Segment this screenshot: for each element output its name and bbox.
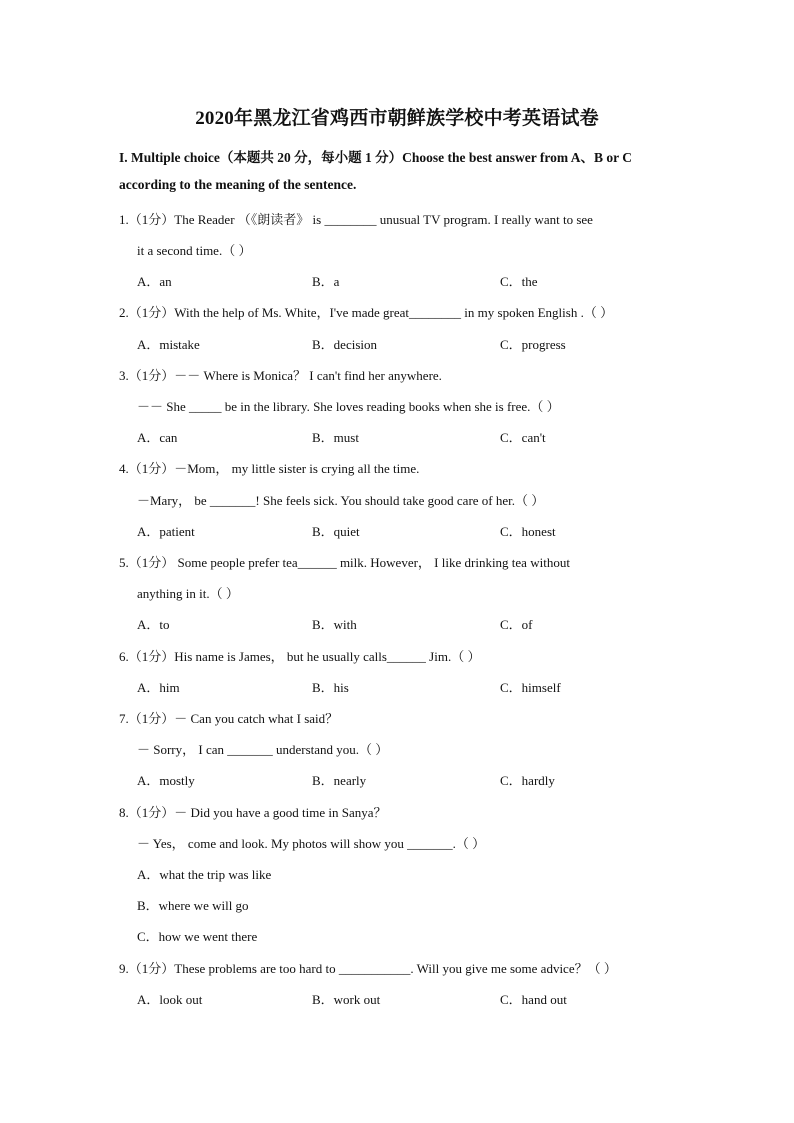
- question-1-option-b: B．a: [312, 274, 340, 289]
- question-3-option-b: B．must: [312, 430, 359, 445]
- section-heading-line2: according to the meaning of the sentence.: [119, 177, 357, 192]
- question-5-line2: anything in it.（ ）: [137, 586, 239, 601]
- question-8-line2: － Yes， come and look. My photos will show you _______.（ ）: [137, 836, 486, 851]
- question-8-option-b: B．where we will go: [137, 898, 249, 913]
- question-3-line2: －－ She _____ be in the library. She loves reading books when she is free.（ ）: [137, 399, 560, 414]
- question-4-line1: 4.（1分）－Mom， my little sister is crying all the time.: [119, 461, 420, 476]
- exam-title: 2020年黑龙江省鸡西市朝鲜族学校中考英语试卷: [195, 108, 599, 129]
- question-4-option-a: A．patient: [137, 524, 195, 539]
- question-5-option-a: A．to: [137, 617, 170, 632]
- question-8-option-a: A．what the trip was like: [137, 867, 272, 882]
- question-7-option-c: C．hardly: [500, 773, 555, 788]
- question-6-option-a: A．him: [137, 680, 180, 695]
- question-7-option-b: B．nearly: [312, 773, 367, 788]
- question-5-line1: 5.（1分） Some people prefer tea______ milk. However， I like drinking tea without: [119, 555, 570, 570]
- question-2-option-b: B．decision: [312, 337, 377, 352]
- question-5-option-c: C．of: [500, 617, 533, 632]
- question-9-option-b: B．work out: [312, 992, 381, 1007]
- question-3-option-a: A．can: [137, 430, 178, 445]
- question-9-option-a: A．look out: [137, 992, 203, 1007]
- question-2-option-a: A．mistake: [137, 337, 200, 352]
- question-2-line1: 2.（1分）With the help of Ms. White，I've made great________ in my spoken English .（ ）: [119, 305, 614, 320]
- question-1-line2: it a second time.（ ）: [137, 243, 252, 258]
- question-5-option-b: B．with: [312, 617, 357, 632]
- question-1-line1: 1.（1分）The Reader （《朗读者》 is ________ unusual TV program. I really want to see: [119, 212, 593, 227]
- question-3-option-c: C．can't: [500, 430, 546, 445]
- question-1-option-a: A．an: [137, 274, 172, 289]
- question-9-line1: 9.（1分）These problems are too hard to ___________. Will you give me some advice？（ ）: [119, 961, 617, 976]
- question-7-line2: － Sorry， I can _______ understand you.（ ）: [137, 742, 389, 757]
- question-8-line1: 8.（1分）－ Did you have a good time in Sanya？: [119, 805, 387, 820]
- question-7-option-a: A．mostly: [137, 773, 195, 788]
- question-6-option-c: C．himself: [500, 680, 561, 695]
- question-4-option-b: B．quiet: [312, 524, 360, 539]
- question-9-option-c: C．hand out: [500, 992, 567, 1007]
- question-4-option-c: C．honest: [500, 524, 556, 539]
- question-2-option-c: C．progress: [500, 337, 566, 352]
- question-6-line1: 6.（1分）His name is James， but he usually calls______ Jim.（ ）: [119, 649, 481, 664]
- question-6-option-b: B．his: [312, 680, 349, 695]
- question-7-line1: 7.（1分）－ Can you catch what I said？: [119, 711, 339, 726]
- question-1-option-c: C．the: [500, 274, 538, 289]
- question-4-line2: －Mary， be _______! She feels sick. You should take good care of her.（ ）: [137, 493, 545, 508]
- question-3-line1: 3.（1分）－－ Where is Monica？ I can't find her anywhere.: [119, 368, 442, 383]
- question-8-option-c: C．how we went there: [137, 929, 258, 944]
- section-heading-line1: I. Multiple choice（本题共 20 分，每小题 1 分）Choose the best answer from A、B or C: [119, 150, 632, 165]
